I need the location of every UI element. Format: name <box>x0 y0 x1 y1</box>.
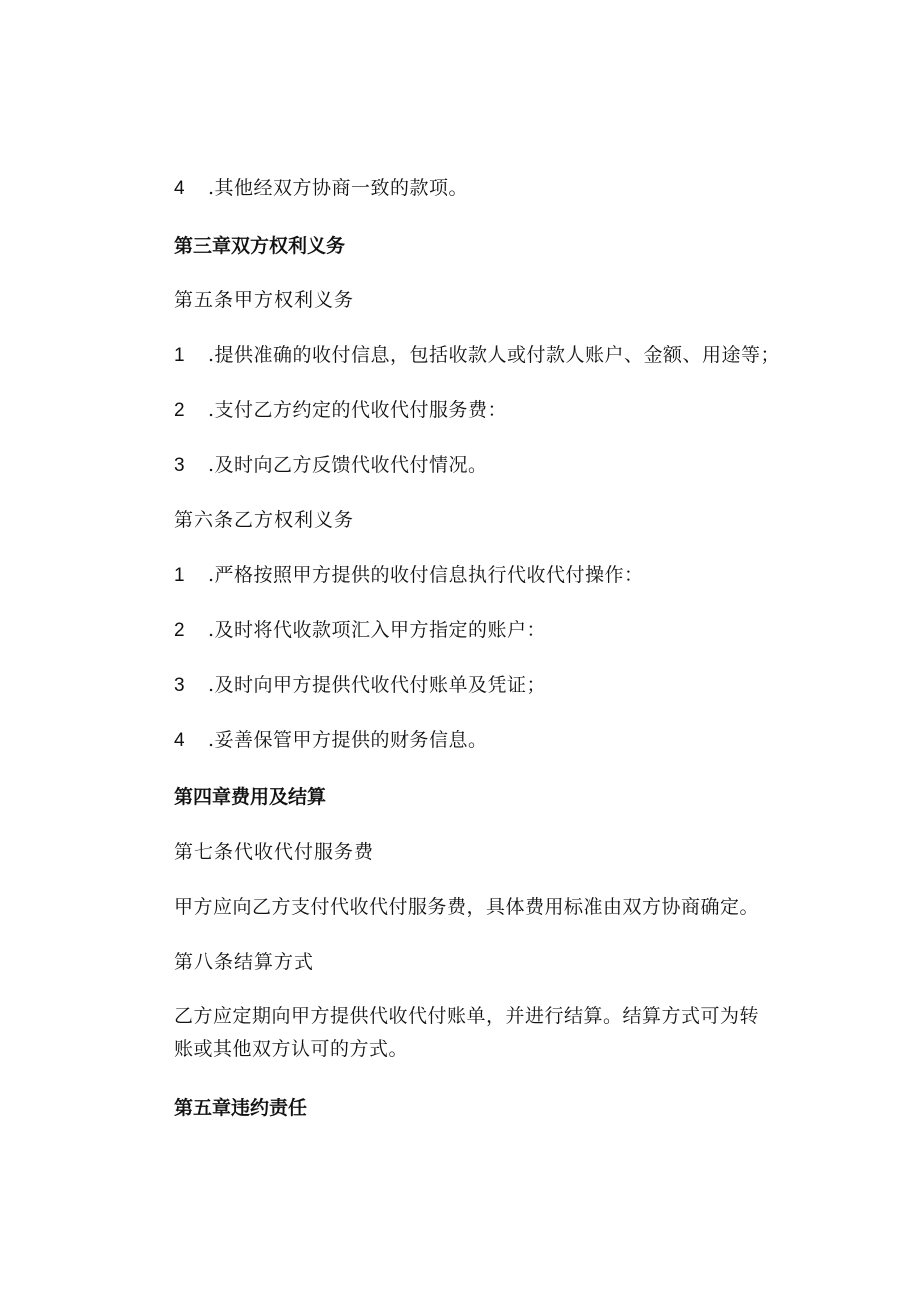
list-number: 3 <box>174 675 186 696</box>
chapter-heading: 第三章双方权利义务 <box>174 235 346 257</box>
article-heading: 第五条甲方权利义务 <box>174 289 355 311</box>
list-number: 2 <box>174 620 186 641</box>
list-number: 3 <box>174 455 186 476</box>
chapter-heading: 第五章违约责任 <box>174 1097 308 1119</box>
list-text: .提供准确的收付信息，包括收款人或付款人账户、金额、用途等； <box>208 344 781 366</box>
article-heading: 第六条乙方权利义务 <box>174 509 355 531</box>
list-number: 4 <box>174 178 186 199</box>
list-item <box>174 397 507 424</box>
list-text: .妥善保管甲方提供的财务信息。 <box>208 729 488 751</box>
list-text: .其他经双方协商一致的款项。 <box>208 177 469 199</box>
list-number: 2 <box>174 400 186 421</box>
list-item <box>174 727 488 754</box>
list-item <box>174 617 546 644</box>
chapter-heading: 第四章费用及结算 <box>174 786 327 808</box>
list-text: .及时向甲方提供代收代付账单及凭证； <box>208 674 547 696</box>
paragraph: 乙方应定期向甲方提供代收代付账单，并进行结算。结算方式可为转账或其他双方认可的方式。 <box>174 1005 760 1060</box>
list-item <box>174 342 780 369</box>
paragraph: 甲方应向乙方支付代收代付服务费，具体费用标准由双方协商确定。 <box>174 896 760 918</box>
list-number: 1 <box>174 345 186 366</box>
list-number: 4 <box>174 730 186 751</box>
list-item <box>174 452 488 479</box>
list-text: .支付乙方约定的代收代付服务费： <box>208 399 508 421</box>
article-heading: 第七条代收代付服务费 <box>174 841 375 863</box>
list-text: .及时向乙方反馈代收代付情况。 <box>208 454 488 476</box>
list-item <box>174 562 644 589</box>
list-text: .及时将代收款项汇入甲方指定的账户： <box>208 619 547 641</box>
article-heading: 第八条结算方式 <box>174 951 315 973</box>
list-item <box>174 175 468 202</box>
list-number: 1 <box>174 565 186 586</box>
list-text: .严格按照甲方提供的收付信息执行代收代付操作： <box>208 564 644 586</box>
list-item <box>174 672 546 699</box>
